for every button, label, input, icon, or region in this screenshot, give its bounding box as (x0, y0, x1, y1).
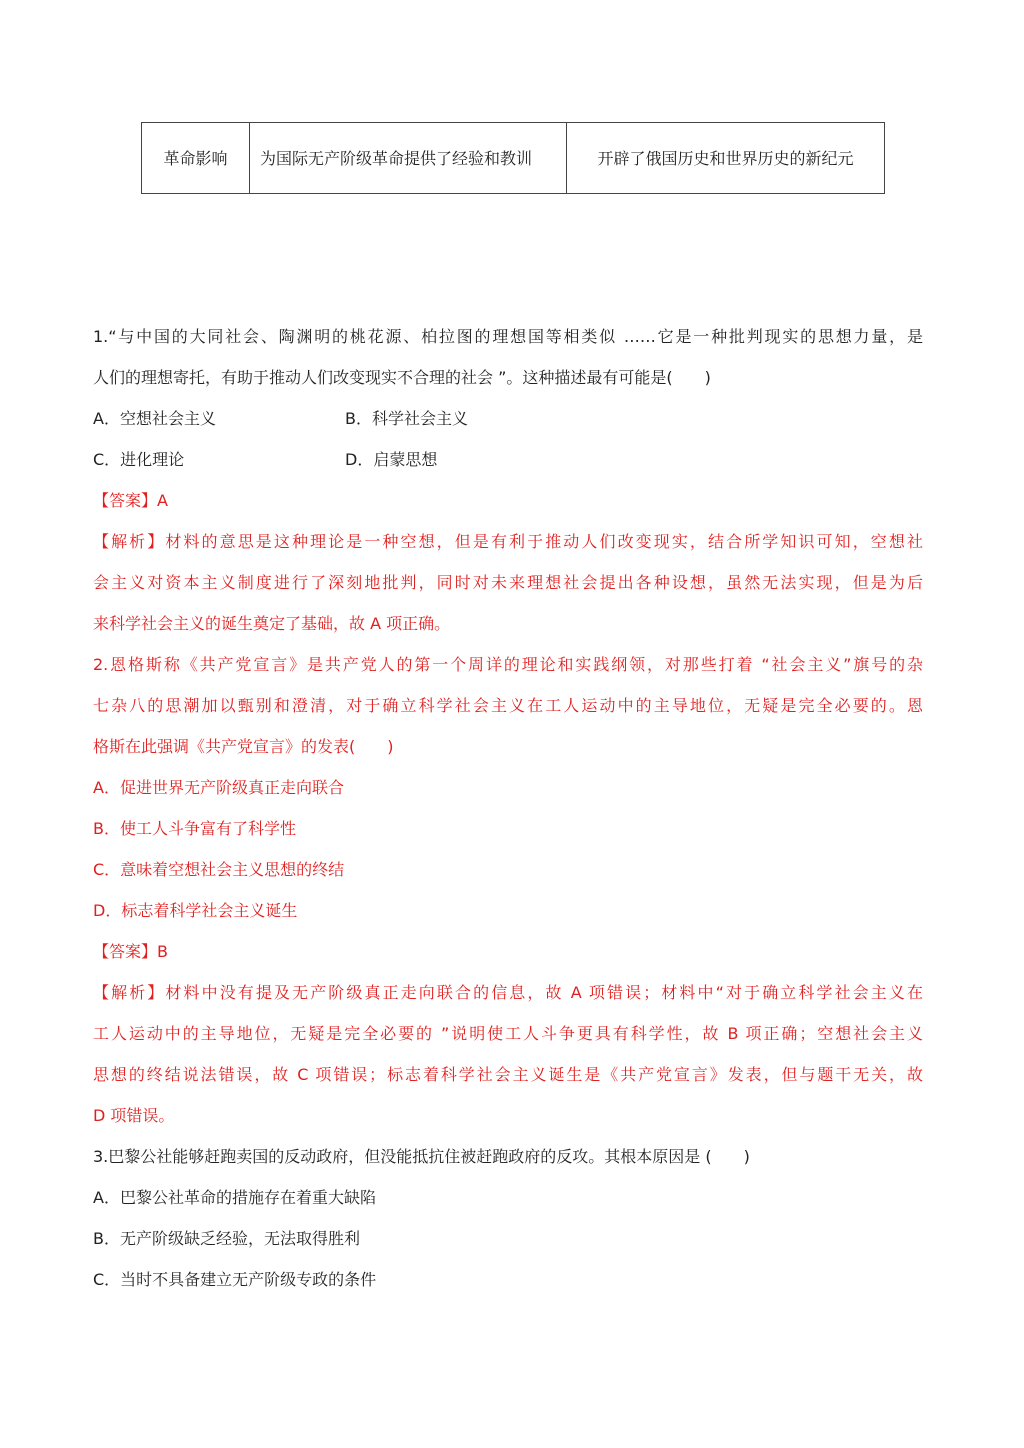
q2-option-c: C．意味着空想社会主义思想的终结 (93, 860, 345, 879)
q1-option-d: D．启蒙思想 (345, 450, 438, 469)
table-row (142, 123, 885, 194)
q2-analysis-line-4: D 项错误。 (93, 1106, 175, 1125)
q1-stem-line-2: 人们的理想寄托，有助于推动人们改变现实不合理的社会 ”。这种描述最有可能是( ) (93, 368, 711, 387)
q3-option-a: A．巴黎公社革命的措施存在着重大缺陷 (93, 1188, 376, 1207)
q3-stem-line-1: 3.巴黎公社能够赶跑卖国的反动政府，但没能抵抗住被赶跑政府的反攻。其根本原因是 ( ) (93, 1147, 750, 1166)
q3-option-c: C．当时不具备建立无产阶级专政的条件 (93, 1270, 377, 1289)
q2-stem-line-3: 格斯在此强调《共产党宣言》的发表( ) (93, 737, 394, 756)
q2-stem-line-2: 七杂八的思潮加以甄别和澄清，对于确立科学社会主义在工人运动中的主导地位，无疑是完全必要的。恩 (93, 696, 923, 715)
q2-option-b: B．使工人斗争富有了科学性 (93, 819, 296, 838)
q2-analysis-line-3: 思想的终结说法错误，故 C 项错误；标志着科学社会主义诞生是《共产党宣言》发表，但与题干无关，故 (93, 1065, 923, 1084)
q1-option-a: A．空想社会主义 (93, 409, 216, 428)
revolution-comparison-table (141, 122, 885, 194)
q1-stem-line-1: 1.“与中国的大同社会、陶渊明的桃花源、柏拉图的理想国等相类似 ……它是一种批判现实的思想力量，是 (93, 327, 923, 346)
q2-option-d: D．标志着科学社会主义诞生 (93, 901, 298, 920)
table-cell-russian-impact: 开辟了俄国历史和世界历史的新纪元 (567, 123, 885, 194)
q1-option-b: B．科学社会主义 (345, 409, 468, 428)
q1-analysis-line-2: 会主义对资本主义制度进行了深刻地批判，同时对未来理想社会提出各种设想，虽然无法实现，但是为后 (93, 573, 923, 592)
q2-option-a: A．促进世界无产阶级真正走向联合 (93, 778, 344, 797)
q2-stem-line-1: 2.恩格斯称《共产党宣言》是共产党人的第一个周详的理论和实践纲领，对那些打着 “社会主义”旗号的杂 (93, 655, 923, 674)
table-cell-proletarian-impact: 为国际无产阶级革命提供了经验和教训 (250, 123, 567, 194)
q2-analysis-line-2: 工人运动中的主导地位，无疑是完全必要的 ”说明使工人斗争更具有科学性，故 B 项正确；空想社会主义 (93, 1024, 923, 1043)
table-cell-label: 革命影响 (142, 123, 250, 194)
q2-answer: 【答案】B (93, 942, 168, 961)
q1-answer: 【答案】A (93, 491, 168, 510)
q3-option-b: B．无产阶级缺乏经验，无法取得胜利 (93, 1229, 360, 1248)
q1-option-c: C．进化理论 (93, 450, 185, 469)
q1-analysis-line-3: 来科学社会主义的诞生奠定了基础，故 A 项正确。 (93, 614, 451, 633)
q2-analysis-line-1: 【解析】材料中没有提及无产阶级真正走向联合的信息，故 A 项错误；材料中“对于确立科学社会主义在 (93, 983, 923, 1002)
q1-analysis-line-1: 【解析】材料的意思是这种理论是一种空想，但是有利于推动人们改变现实，结合所学知识可知，空想社 (93, 532, 923, 551)
